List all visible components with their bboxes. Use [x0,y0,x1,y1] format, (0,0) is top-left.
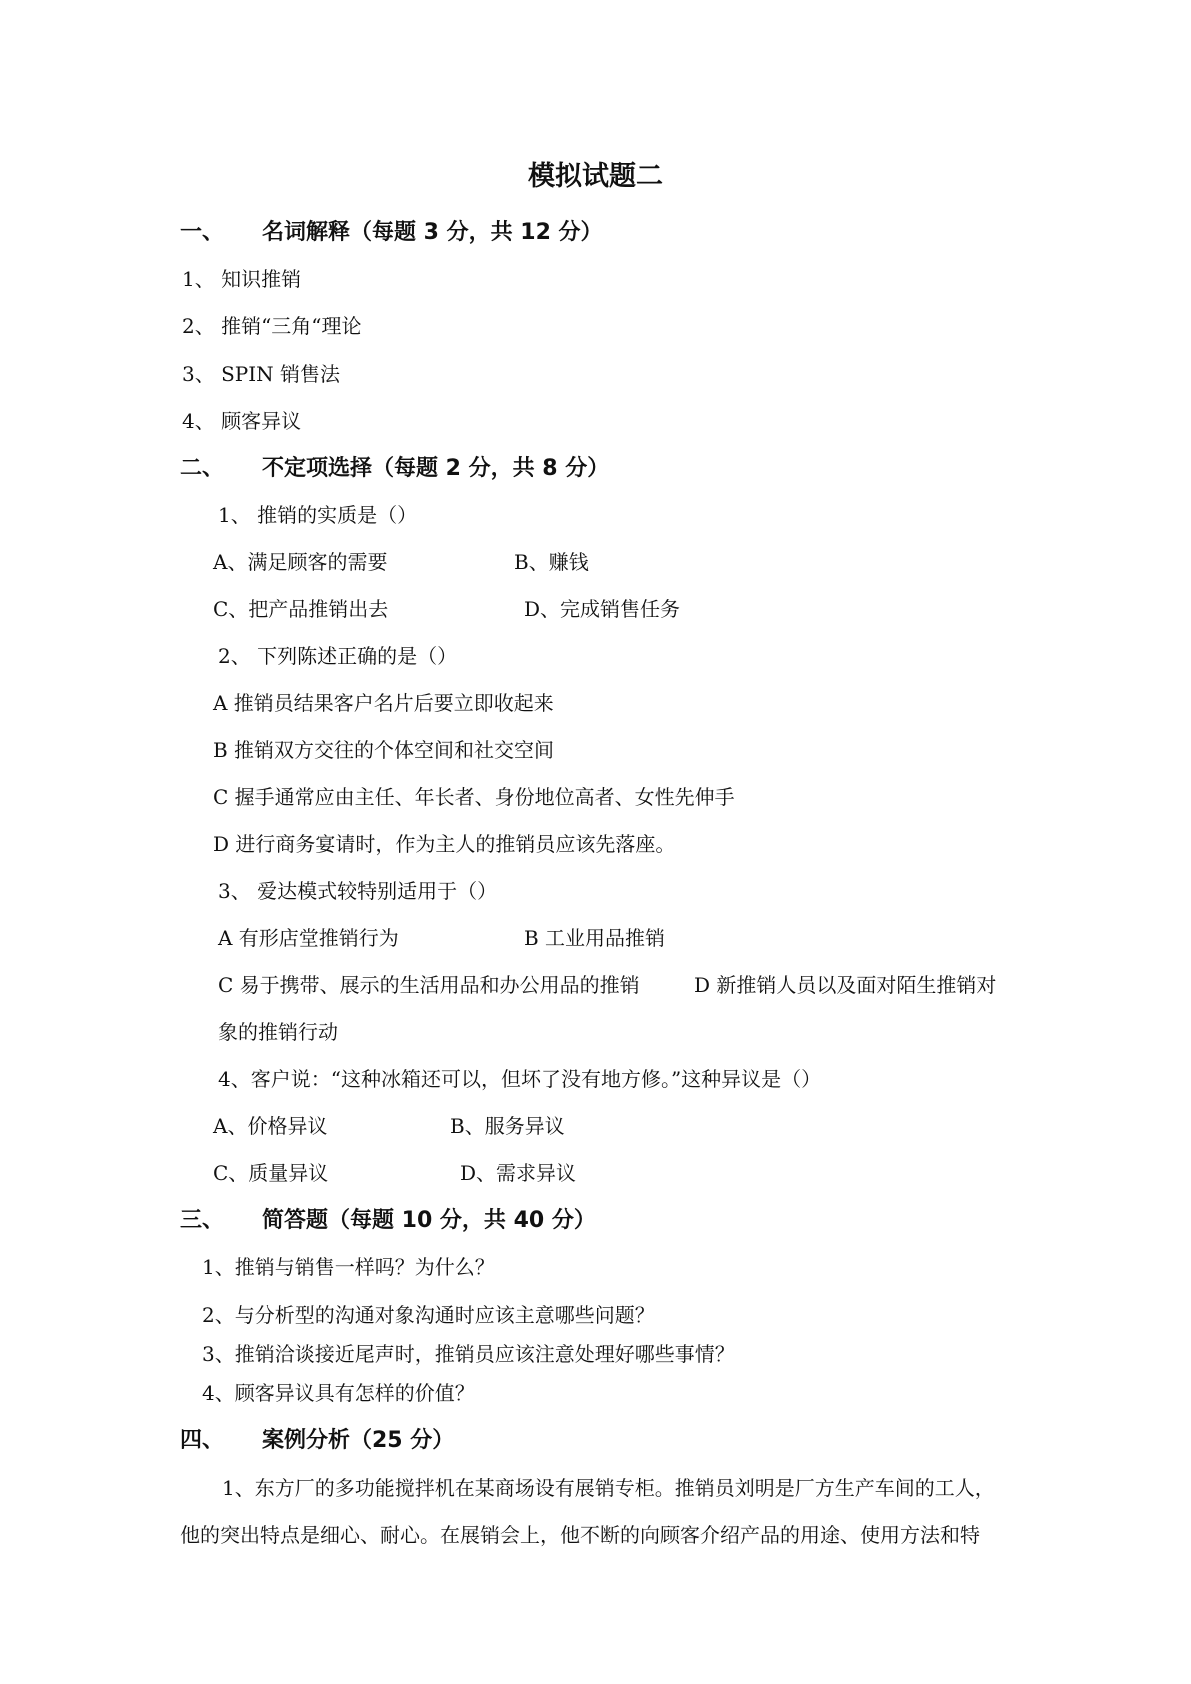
option: C 握手通常应由主任、年长者、身份地位高者、女性先伸手 [213,785,735,809]
section-heading-4 [180,1428,454,1454]
option: C、质量异议 [213,1161,329,1185]
list-item: 2、 推销“三角“理论 [182,314,362,338]
option: D、完成销售任务 [524,597,681,621]
option: A 有形店堂推销行为 [218,926,399,950]
question-stem: 3、 爱达模式较特别适用于（） [218,879,498,903]
section-title: 简答题（每题 10 分，共 40 分） [262,1208,596,1233]
section-title: 不定项选择（每题 2 分，共 8 分） [262,456,610,481]
list-item: 2、与分析型的沟通对象沟通时应该主意哪些问题？ [202,1303,655,1327]
question-stem: 1、 推销的实质是（） [218,503,418,527]
case-paragraph-line: 1、东方厂的多功能搅拌机在某商场设有展销专柜。推销员刘明是厂方生产车间的工人， [222,1476,995,1500]
section-title: 案例分析（25 分） [262,1428,455,1453]
case-paragraph-line: 他的突出特点是细心、耐心。在展销会上，他不断的向顾客介绍产品的用途、使用方法和特 [180,1523,980,1547]
section-title: 名词解释（每题 3 分，共 12 分） [262,220,603,245]
list-item: 3、 SPIN 销售法 [182,362,340,386]
section-number: 一、 [180,220,225,245]
list-item: 1、推销与销售一样吗？为什么？ [202,1255,495,1279]
option: D 进行商务宴请时，作为主人的推销员应该先落座。 [213,832,676,856]
option: C、把产品推销出去 [213,597,389,621]
option: D、需求异议 [460,1161,577,1185]
option: C 易于携带、展示的生活用品和办公用品的推销 [218,973,640,997]
question-stem: 4、客户说：“这种冰箱还可以，但坏了没有地方修。”这种异议是（） [218,1067,822,1091]
section-number: 二、 [180,456,225,481]
option: A、价格异议 [213,1114,328,1138]
option: B、赚钱 [514,550,589,574]
option: B 工业用品推销 [524,926,666,950]
question-stem: 2、 下列陈述正确的是（） [218,644,458,668]
section-heading-3 [180,1208,596,1234]
section-number: 四、 [180,1428,225,1453]
section-heading-1 [180,220,603,246]
option: B、服务异议 [450,1114,565,1138]
list-item: 1、 知识推销 [182,267,302,291]
list-item: 4、 顾客异议 [182,409,302,433]
section-number: 三、 [180,1208,225,1233]
option-continuation: 象的推销行动 [218,1020,338,1044]
section-heading-2 [180,456,609,482]
page-title: 模拟试题二 [528,161,663,192]
list-item: 3、推销洽谈接近尾声时，推销员应该注意处理好哪些事情？ [202,1342,735,1366]
option: A、满足顾客的需要 [213,550,388,574]
option: B 推销双方交往的个体空间和社交空间 [213,738,555,762]
option: A 推销员结果客户名片后要立即收起来 [213,691,554,715]
option: D 新推销人员以及面对陌生推销对 [694,973,997,997]
list-item: 4、顾客异议具有怎样的价值？ [202,1381,475,1405]
